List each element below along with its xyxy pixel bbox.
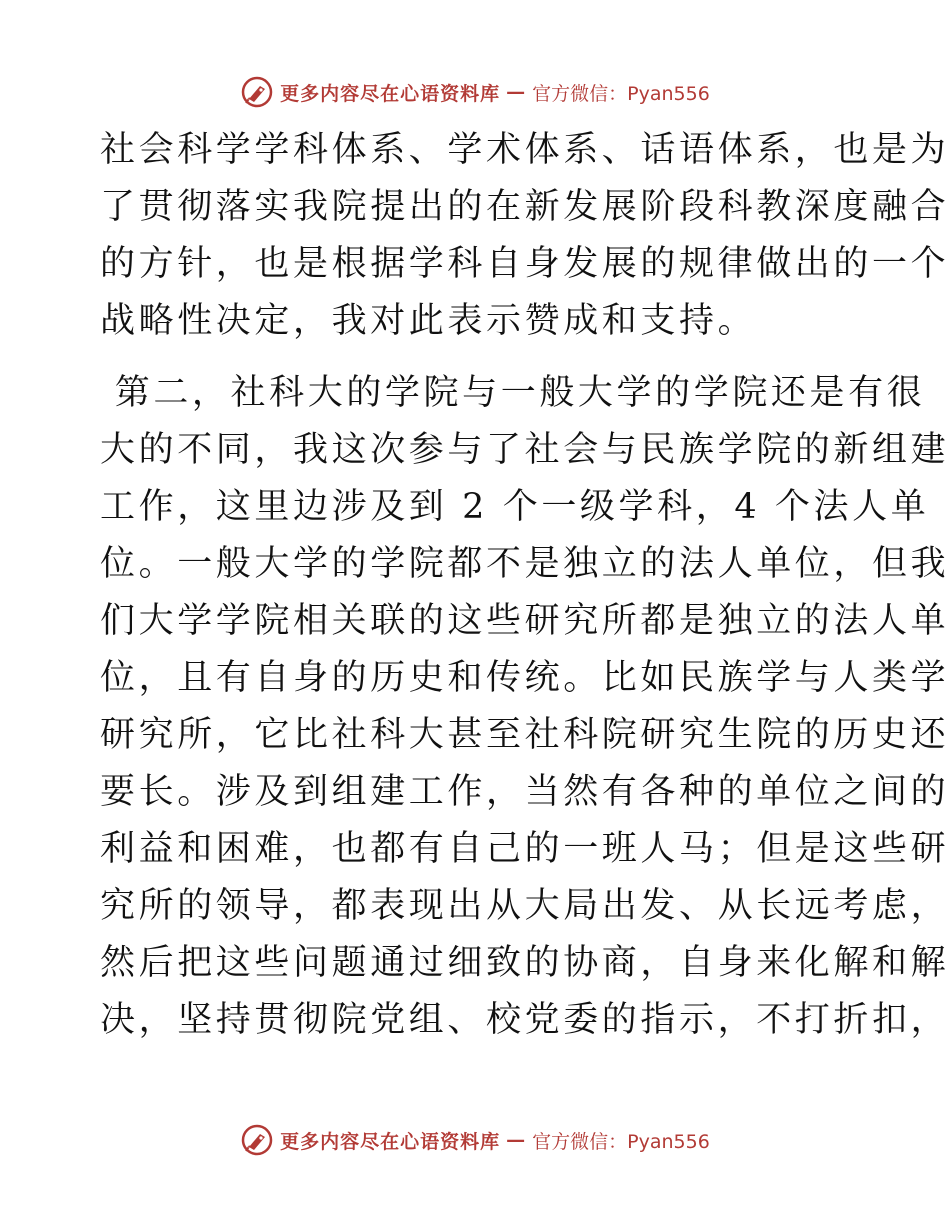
- pen-nib-logo-icon: [240, 75, 274, 109]
- text-line: 位。一般大学的学院都不是独立的法人单位，但我: [100, 544, 950, 584]
- text-line: 利益和困难，也都有自己的一班人马；但是这些研: [100, 829, 950, 869]
- text-line: 第二，社科大的学院与一般大学的学院还是有很: [100, 373, 926, 413]
- text-line: 大的不同，我这次参与了社会与民族学院的新组建: [100, 430, 950, 470]
- text-line: 位，且有自身的历史和传统。比如民族学与人类学: [100, 658, 950, 698]
- watermark-text: 更多内容尽在心语资料库: [280, 1130, 501, 1153]
- text-line: 社会科学学科体系、学术体系、话语体系，也是为: [100, 130, 950, 170]
- watermark-contact: 官方微信：Pyan556: [532, 1130, 710, 1153]
- body-text: [100, 122, 950, 1049]
- watermark-text: 更多内容尽在心语资料库: [280, 82, 501, 105]
- text-line: 了贯彻落实我院提出的在新发展阶段科教深度融合: [100, 187, 950, 227]
- text-line: 的方针，也是根据学科自身发展的规律做出的一个: [100, 244, 950, 284]
- text-line: 战略性决定，我对此表示赞成和支持。: [100, 301, 757, 341]
- footer-watermark: [0, 1120, 950, 1160]
- watermark-contact: 官方微信：Pyan556: [532, 82, 710, 105]
- text-line: 们大学学院相关联的这些研究所都是独立的法人单: [100, 601, 950, 641]
- text-line: 究所的领导，都表现出从大局出发、从长远考虑，: [100, 886, 950, 926]
- text-line: 决，坚持贯彻院党组、校党委的指示，不打折扣，: [100, 1000, 950, 1040]
- text-line: 研究所，它比社科大甚至社科院研究生院的历史还: [100, 715, 950, 755]
- pen-nib-logo-icon: [240, 1123, 274, 1157]
- watermark-separator: —: [506, 81, 527, 103]
- text-line: 然后把这些问题通过细致的协商，自身来化解和解: [100, 943, 950, 983]
- paragraph-gap: [100, 350, 860, 365]
- watermark-separator: —: [506, 1129, 527, 1151]
- paragraph-2: [100, 365, 950, 1049]
- header-watermark: [0, 72, 950, 112]
- text-line: 要长。涉及到组建工作，当然有各种的单位之间的: [100, 772, 950, 812]
- text-line: 工作，这里边涉及到 2 个一级学科，4 个法人单: [100, 487, 930, 527]
- paragraph-1: [100, 122, 950, 350]
